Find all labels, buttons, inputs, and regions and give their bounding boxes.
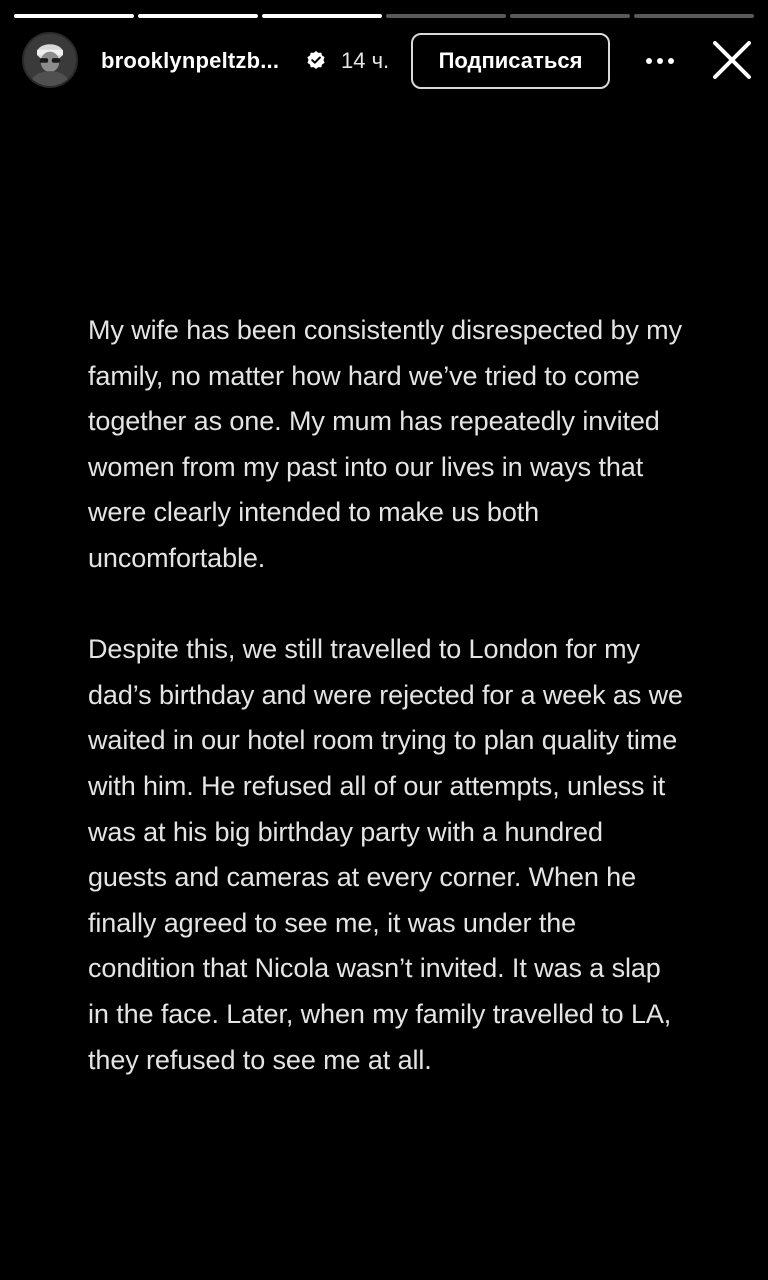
avatar-image xyxy=(24,34,76,86)
progress-segment-fill xyxy=(138,14,258,18)
progress-segment xyxy=(634,14,754,18)
avatar[interactable] xyxy=(22,32,78,88)
username[interactable]: brooklynpeltzb... xyxy=(101,48,280,73)
progress-segment xyxy=(510,14,630,18)
progress-segment-fill xyxy=(14,14,134,18)
more-horizontal-icon[interactable] xyxy=(640,44,680,78)
story-header xyxy=(0,30,768,94)
progress-segment xyxy=(386,14,506,18)
progress-segment-fill xyxy=(262,14,382,18)
progress-segment xyxy=(138,14,258,18)
story-paragraph: Despite this, we still travelled to London for my dad’s birthday and were rejected for a week as we waited in our hotel room trying to plan quality time with him. He refused all of our attempts, unless it was at his big birthday party with a hundred guests and cameras at every corner. When he finally agreed to see me, it was under the condition that Nicola wasn’t invited. It was a slap in the face. Later, when my family travelled to LA, they refused to see me at all. xyxy=(88,634,683,1075)
progress-segment xyxy=(14,14,134,18)
post-time: 14 ч. xyxy=(341,48,390,73)
story-paragraph: My wife has been consistently disrespected by my family, no matter how hard we’ve tried to come together as one. My mum has repeatedly invited women from my past into our lives in ways that were clearly intended to make us both uncomfortable. xyxy=(88,315,682,573)
verified-badge-icon xyxy=(306,50,326,70)
story-progress-bar xyxy=(14,14,754,18)
story-text xyxy=(88,308,688,1083)
progress-segment xyxy=(262,14,382,18)
subscribe-button[interactable]: Подписаться xyxy=(411,33,610,89)
close-icon[interactable] xyxy=(710,41,754,81)
